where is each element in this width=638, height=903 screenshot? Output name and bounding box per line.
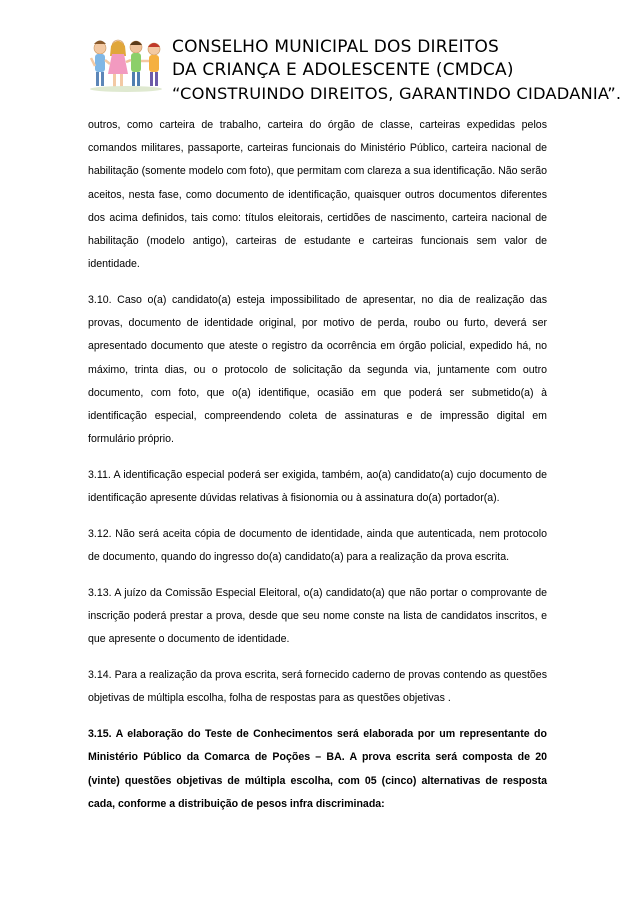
paragraph-3-14: 3.14. Para a realização da prova escrita, será fornecido caderno de provas contendo as questões objetivas de múltipla escolha, folha de respostas para as questões objetivas . xyxy=(88,669,547,705)
council-name-line-2: DA CRIANÇA E ADOLESCENTE (CMDCA) xyxy=(172,60,514,80)
letterhead xyxy=(88,34,622,116)
paragraph-continuation: outros, como carteira de trabalho, carteira do órgão de classe, carteiras expedidas pelos comandos militares, passaporte, carteiras funcionais do Ministério Público, carteira nacional de habilitação (somente modelo com foto), que permitam com clareza a sua identificação. Não serão aceitos, nesta fase, como documento de identificação, quaisquer outros documentos diferentes dos acima definidos, tais como: títulos eleitorais, certidões de nascimento, carteira nacional de habilitação (modelo antigo), carteiras de estudante e carteiras funcionais sem valor de identidade. xyxy=(88,119,547,271)
children-holding-hands-logo xyxy=(88,34,168,98)
letterhead-text xyxy=(172,36,622,105)
paragraph-3-15: 3.15. A elaboração do Teste de Conhecimentos será elaborada por um representante do Ministério Público da Comarca de Poções – BA. A prova escrita será composta de 20 (vinte) questões objetivas de múltipla escolha, com 05 (cinco) alternativas de resposta cada, conforme a distribuição de pesos infra discriminada: xyxy=(88,728,547,810)
paragraph-3-10: 3.10. Caso o(a) candidato(a) esteja impossibilitado de apresentar, no dia de realização das provas, documento de identidade original, por motivo de perda, roubo ou furto, deverá ser apresentado documento que ateste o registro da ocorrência em órgão policial, expedido há, no máximo, trinta dias, ou o protocolo de solicitação da segunda via, juntamente com outro documento, com foto, que o(a) identifique, ocasião em que poderá ser submetido(a) à identificação especial, compreendendo coleta de assinaturas e de impressão digital em formulário próprio. xyxy=(88,294,547,446)
slogan: “CONSTRUINDO DIREITOS, GARANTINDO CIDADANIA”. xyxy=(172,84,622,103)
paragraph-3-12: 3.12. Não será aceita cópia de documento de identidade, ainda que autenticada, nem protocolo de documento, quando do ingresso do(a) candidato(a) para a realização da prova escrita. xyxy=(88,528,547,564)
paragraph-3-11: 3.11. A identificação especial poderá ser exigida, também, ao(a) candidato(a) cujo documento de identificação apresente dúvidas relativas à fisionomia ou à assinatura do(a) portador(a). xyxy=(88,469,547,505)
council-name-line-1: CONSELHO MUNICIPAL DOS DIREITOS xyxy=(172,37,500,57)
document-body xyxy=(88,114,547,829)
paragraph-3-13: 3.13. A juízo da Comissão Especial Eleitoral, o(a) candidato(a) que não portar o comprovante de inscrição poderá prestar a prova, desde que seu nome conste na lista de candidatos inscritos, e que apresente o documento de identidade. xyxy=(88,587,547,646)
